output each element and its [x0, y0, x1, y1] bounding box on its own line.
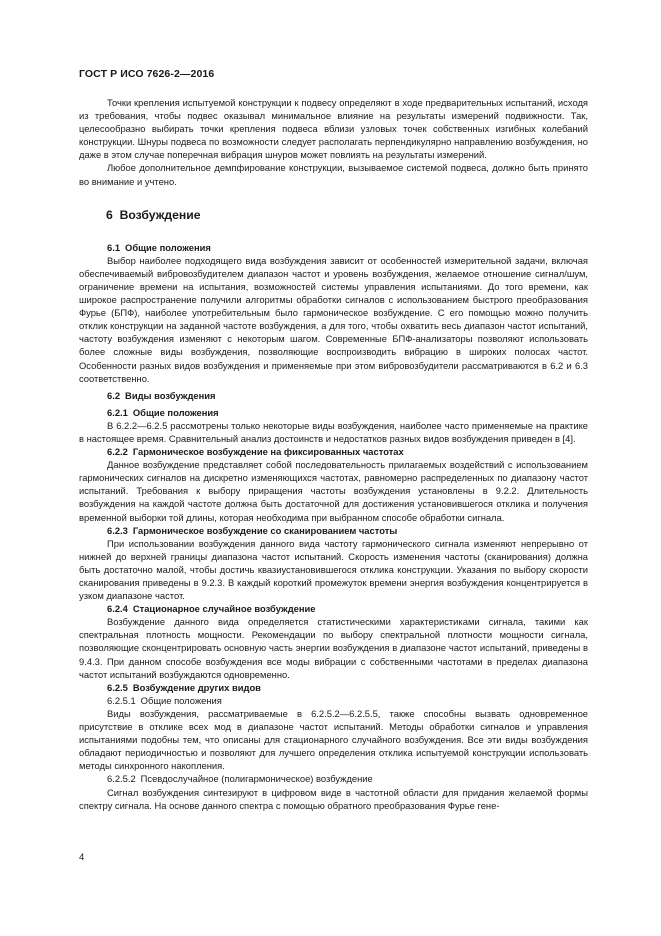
subsection-title: Общие положения [125, 241, 211, 253]
subsection-heading-6-2-1 [79, 406, 588, 419]
intro-paragraph-1: Точки крепления испытуемой конструкции к подвесу определяют в ходе предварительных испытаний, исходя из требования, чтобы подвес оказывал минимальное влияние на результаты измерений подвижности. Так, целесообразно выбирать точки крепления подвеса вблизи узловых точек собственных изгибных колебаний конструкции. Шнуры подвеса по возможности следует располагать перпендикулярно направлению возбуждения, но даже в этом случае поперечная вибрация шнуров может повлиять на результаты измерений. [79, 97, 588, 161]
subsection-heading-6-2 [79, 389, 588, 402]
document-header: ГОСТ Р ИСО 7626-2—2016 [79, 68, 215, 80]
subsection-heading-6-2-4 [79, 602, 588, 615]
subsection-heading-6-1 [79, 241, 588, 254]
subsection-heading-6-2-5-2 [79, 772, 588, 785]
subsection-heading-6-2-5-1 [79, 694, 588, 707]
subsection-number: 6.2.5 [107, 681, 128, 693]
subsection-title: Гармоническое возбуждение на фиксированных частотах [132, 446, 404, 458]
paragraph-6-2-3: При использовании возбуждения данного вида частоту гармонического сигнала изменяют непрерывно от нижней до верхней границы диапазона частот испытаний. Скорость изменения частоты (сканирования) должна быть достаточно малой, чтобы достичь квазиустановившегося отклика конструкции. Указания по выбору скорости сканирования приведены в 9.2.3. В каждый короткий промежуток времени энергия возбуждения концентрируется в узком диапазоне частот. [79, 537, 588, 602]
subsection-number: 6.1 [107, 241, 121, 253]
subsection-number: 6.2.3 [107, 524, 128, 536]
subsection-number: 6.2.1 [107, 406, 128, 418]
subsection-title: Виды возбуждения [125, 389, 216, 401]
section-number: 6 [106, 207, 113, 222]
subsection-title: Псевдослучайное (полигармоническое) возбуждение [140, 773, 373, 785]
subsection-title: Общие положения [132, 406, 219, 418]
section-heading-6 [79, 208, 588, 223]
subsection-heading-6-2-5 [79, 681, 588, 694]
subsection-title: Гармоническое возбуждение со сканированием частоты [132, 524, 398, 536]
subsection-title: Общие положения [140, 694, 222, 706]
subsection-number: 6.2.4 [107, 603, 128, 615]
page-number: 4 [79, 852, 85, 863]
section-title: Возбуждение [119, 207, 201, 222]
subsection-number: 6.2.2 [107, 446, 128, 458]
page-content [79, 96, 588, 812]
subsection-title: Возбуждение других видов [132, 681, 261, 693]
paragraph-6-2-5-1: Виды возбуждения, рассматриваемые в 6.2.5.2—6.2.5.5, также способны вызвать одновременное присутствие в отклике всех мод в диапазоне частот испытаний. Методы обработки сигналов и управления испытаниями подобны тем, что описаны для стационарного случайного возбуждения. Все эти виды возбуждения обладают периодичностью и позволяют для лучшего определения отклика испытуемой конструкции использовать методы синхронного накопления. [79, 707, 588, 772]
paragraph-6-2-1: В 6.2.2—6.2.5 рассмотрены только некоторые виды возбуждения, наиболее часто применяемые на практике в настоящее время. Сравнительный анализ достоинств и недостатков разных видов возбуждения приведен в [4]. [79, 419, 588, 444]
subsection-title: Стационарное случайное возбуждение [132, 603, 316, 615]
subsection-heading-6-2-3 [79, 524, 588, 537]
subsection-heading-6-2-2 [79, 445, 588, 458]
subsection-number: 6.2.5.1 [107, 694, 136, 706]
subsection-number: 6.2 [107, 389, 121, 401]
intro-paragraph-2: Любое дополнительное демпфирование конструкции, вызываемое системой подвеса, должно быть принято во внимание и учтено. [79, 162, 588, 187]
paragraph-6-1: Выбор наиболее подходящего вида возбуждения зависит от особенностей измерительной задачи, включая обеспечиваемый вибровозбудителем диапазон частот и уровень возбуждения, желаемое отношение сигнал/шум, ограничение времени на испытания, возможностей системы управления испытаниями. До того времени, как широкое распространение получили алгоритмы обработки сигналов с использованием быстрого преобразования Фурье (БПФ), наиболее употребительным было гармоническое возбуждение. С его помощью можно получить отклик конструкции на заданной частоте возбуждения, а для того, чтобы охватить весь диапазон частот испытаний, частоту возбуждения изменяют с некоторым шагом. Современные БПФ-анализаторы позволяют использовать более сложные виды возбуждения, позволяющие воспроизводить вибрацию в широких полосах частот. Особенности разных видов возбуждения и применяемые при этом вибровозбудители рассматриваются в 6.2 и 6.3 соответственно. [79, 254, 588, 384]
paragraph-6-2-2: Данное возбуждение представляет собой последовательность прилагаемых воздействий с использованием гармонических сигналов на дискретно изменяющихся частотах, равномерно распределенных по диапазону частот испытаний. Требования к выбору приращения частоты возбуждения установлены в 9.2.2. Длительность возбуждения на каждой частоте должна быть достаточной для достижения установившегося отклика и получения временной выборки той длины, которая необходима при выбранном способе обработки сигнала. [79, 459, 588, 523]
paragraph-6-2-5-2: Сигнал возбуждения синтезируют в цифровом виде в частотной области для придания желаемой формы спектру сигнала. На основе данного спектра с помощью обратного преобразования Фурье гене- [79, 786, 588, 811]
paragraph-6-2-4: Возбуждение данного вида определяется статистическими характеристиками сигнала, такими как спектральная плотность мощности. Рекомендации по выбору спектральной плотности мощности сигнала, позволяющие сконцентрировать основную часть энергии возбуждения в диапазоне частот испытаний, приведены в 9.4.3. При данном способе возбуждения все моды вибрации с собственными частотами в пределах диапазона частот испытаний возбуждаются одновременно. [79, 616, 588, 680]
subsection-number: 6.2.5.2 [107, 773, 136, 785]
